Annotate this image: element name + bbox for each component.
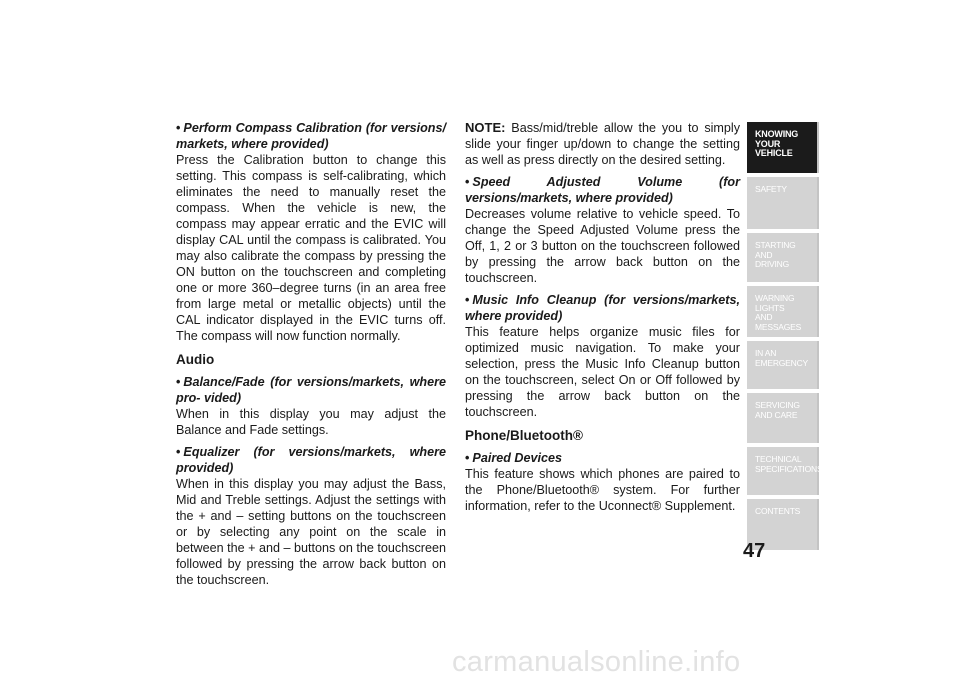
compass-calibration-heading-text: Perform Compass Calibration (for versions/ markets, where provided) [176,121,446,151]
paired-devices-heading [465,450,740,466]
tab-in-an-emergency[interactable]: IN AN EMERGENCY [747,341,819,389]
note-label: NOTE: [465,120,506,135]
speed-adjusted-volume-body: Decreases volume relative to vehicle speed. To change the Speed Adjusted Volume press the Off, 1, 2 or 3 button on the touchscreen followed by pressing the arrow back button on the touchscreen. [465,207,740,285]
equalizer-body: When in this display you may adjust the Bass, Mid and Treble settings. Adjust the settings with the + and – setting buttons on the touchscreen or by selecting any point on the scale in between the + and – buttons on the touchscreen followed by pressing the arrow back button on the touchscreen. [176,477,446,587]
compass-calibration-heading [176,120,446,152]
phone-bluetooth-section-heading: Phone/Bluetooth® [465,428,583,443]
note-body: Bass/mid/treble allow the you to simply slide your finger up/down to change the setting as well as press directly on the desired setting. [465,121,740,167]
paired-devices-heading-text: Paired Devices [472,451,563,465]
paired-devices-body: This feature shows which phones are paired to the Phone/Bluetooth® system. For further information, refer to the Uconnect® Supplement. [465,467,740,513]
speed-adjusted-volume-heading [465,174,740,206]
music-info-cleanup-heading [465,292,740,324]
balance-fade-heading-text: Balance/Fade (for versions/markets, where pro- vided) [176,375,446,405]
bullet-icon: • [176,121,181,135]
bullet-icon: • [176,375,181,389]
tab-servicing-and-care[interactable]: SERVICING AND CARE [747,393,819,443]
watermark-text: carmanualsonline.info [452,646,741,678]
page-number: 47 [743,540,766,562]
tab-warning-lights-and-messages[interactable]: WARNING LIGHTS AND MESSAGES [747,286,819,337]
chapter-tabs [747,122,823,554]
tab-technical-specifications[interactable]: TECHNICAL SPECIFICATIONS [747,447,819,495]
equalizer-heading [176,444,446,476]
balance-fade-body: When in this display you may adjust the Balance and Fade settings. [176,407,446,437]
tab-safety[interactable]: SAFETY [747,177,819,229]
bullet-icon: • [465,293,470,307]
tab-contents[interactable]: CONTENTS [747,499,819,550]
bullet-icon: • [465,175,470,189]
audio-section-heading: Audio [176,352,215,367]
compass-calibration-body: Press the Calibration button to change this setting. This compass is self-calibrating, which eliminates the need to manually reset the compass. When the vehicle is new, the compass may appear erratic and the EVIC will display CAL until the compass is calibrated. You may also calibrate the compass by pressing the ON button on the touchscreen and completing one or more 360–degree turns (in an area free from large metal or metallic objects) until the CAL indicator displayed in the EVIC turns off. The compass will now function normally. [176,153,446,343]
speed-adjusted-volume-heading-text: Speed Adjusted Volume (for versions/markets, where provided) [465,175,740,205]
bullet-icon: • [465,451,470,465]
music-info-cleanup-heading-text: Music Info Cleanup (for versions/markets, where provided) [465,293,740,323]
note-paragraph [465,120,740,168]
bullet-icon: • [176,445,181,459]
music-info-cleanup-body: This feature helps organize music files for optimized music navigation. To make your selection, press the Music Info Cleanup button on the touchscreen, select On or Off followed by pressing the arrow back button on the touchscreen. [465,325,740,419]
left-column [176,120,446,588]
tab-starting-and-driving[interactable]: STARTING AND DRIVING [747,233,819,282]
right-column [465,120,740,514]
equalizer-heading-text: Equalizer (for versions/markets, where provided) [176,445,446,475]
tab-knowing-your-vehicle[interactable]: KNOWING YOUR VEHICLE [747,122,819,173]
balance-fade-heading [176,374,446,406]
